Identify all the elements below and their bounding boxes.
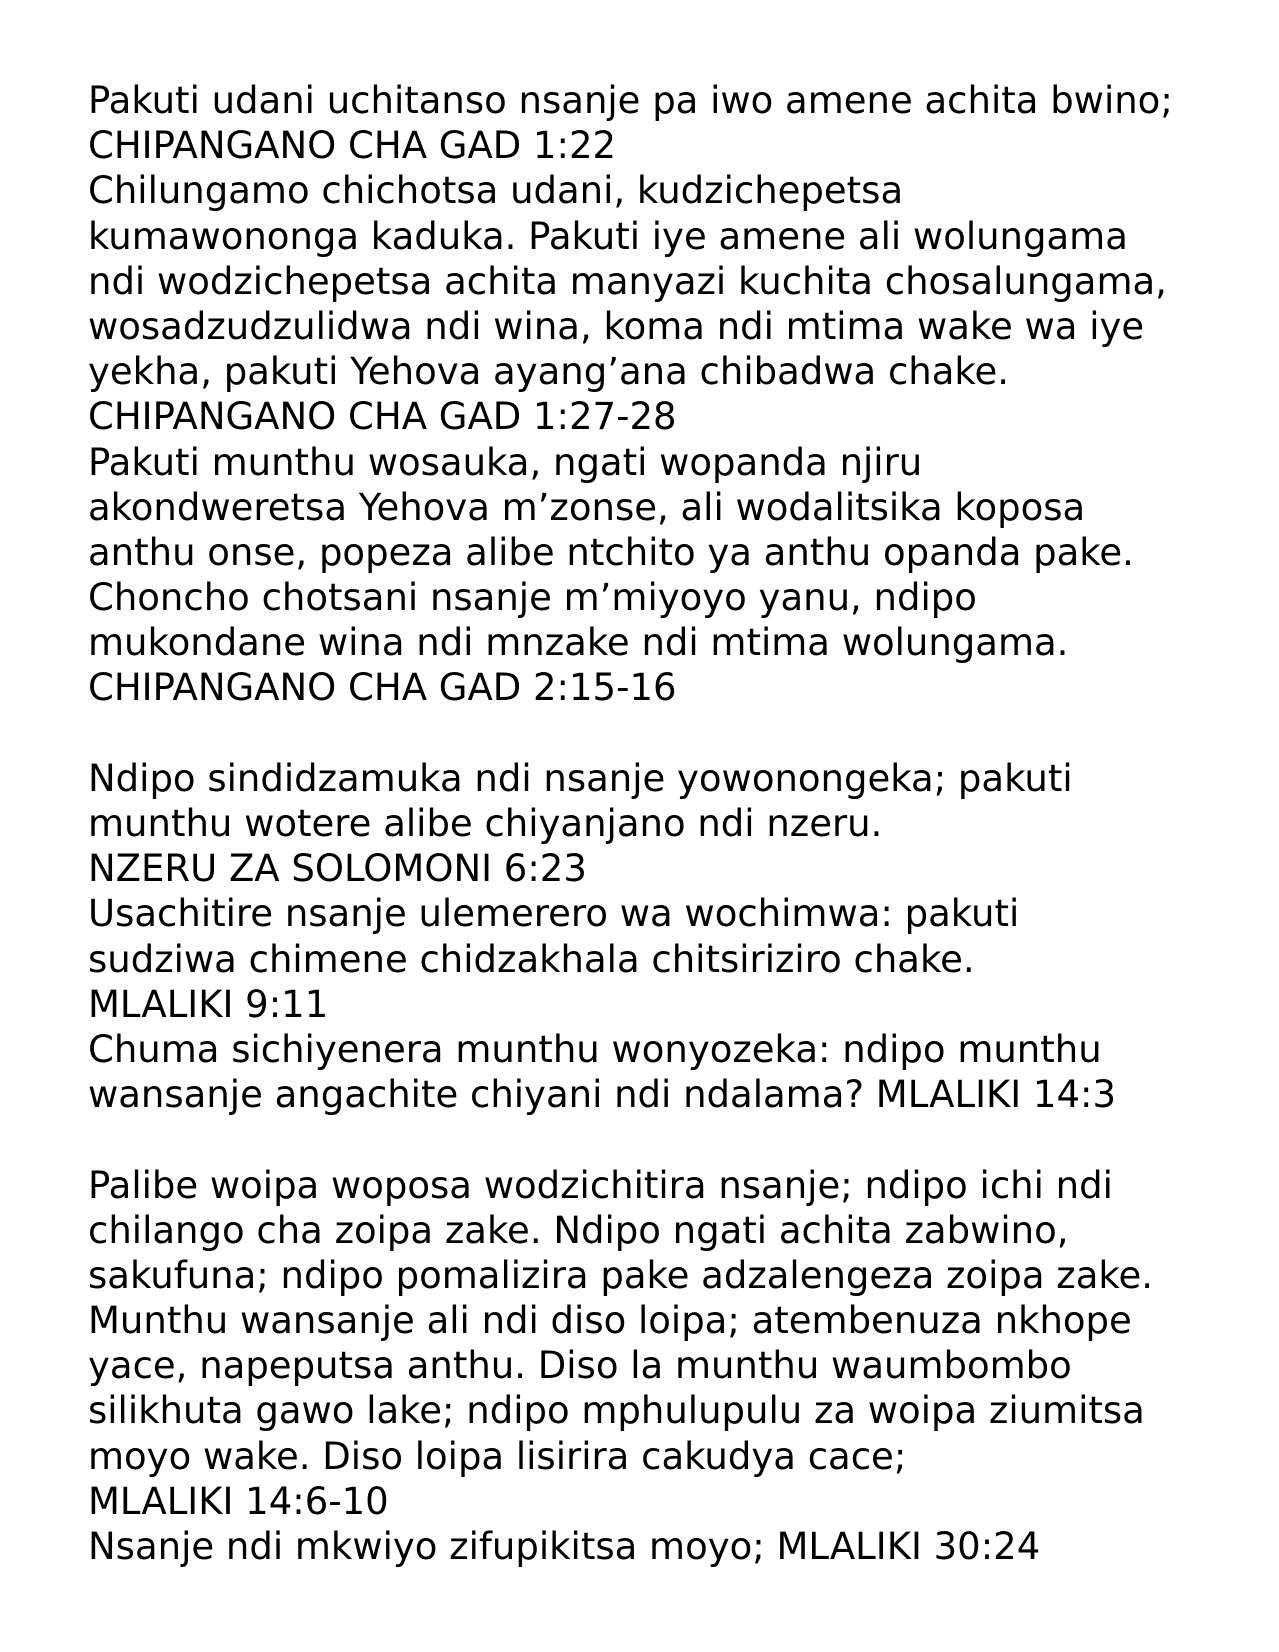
text-line: akondweretsa Yehova m’zonse, ali wodalitsika koposa [88, 485, 1086, 529]
text-line: Chuma sichiyenera munthu wonyozeka: ndipo munthu [88, 1027, 1102, 1071]
text-line: yace, napeputsa anthu. Diso la munthu waumbombo [88, 1344, 1072, 1388]
text-line: Pakuti munthu wosauka, ngati wopanda njiru [88, 440, 923, 484]
text-line: Pakuti udani uchitanso nsanje pa iwo amene achita bwino; [88, 79, 1173, 122]
text-line: chilango cha zoipa zake. Ndipo ngati achita zabwino, [88, 1208, 1069, 1252]
text-line: munthu wotere alibe chiyanjano ndi nzeru. [88, 802, 883, 845]
scripture-reference: CHIPANGANO CHA GAD 2:15-16 [88, 666, 677, 710]
scripture-reference: CHIPANGANO CHA GAD 1:22 [88, 124, 617, 168]
text-line: Nsanje ndi mkwiyo zifupikitsa moyo; MLALIKI 30:24 [88, 1525, 1041, 1568]
text-line: sudziwa chimene chidzakhala chitsiriziro chake. [88, 937, 975, 981]
text-line: sakufuna; ndipo pomalizira pake adzalengeza zoipa zake. [88, 1253, 1153, 1297]
text-line: mukondane wina ndi mnzake ndi mtima wolungama. [88, 621, 1069, 665]
document-page [88, 78, 1268, 1569]
text-line: moyo wake. Diso loipa lisirira cakudya cace; [88, 1434, 907, 1478]
text-line: Munthu wansanje ali ndi diso loipa; atembenuza nkhope [88, 1299, 1132, 1343]
text-line: wosadzudzulidwa ndi wina, koma ndi mtima wake wa iye [88, 304, 1145, 348]
text-line: anthu onse, popeza alibe ntchito ya anthu opanda pake. [88, 530, 1134, 574]
text-line: Ndipo sindidzamuka ndi nsanje yowonongeka; pakuti [88, 756, 1073, 800]
text-line: Chilungamo chichotsa udani, kudzichepetsa [88, 169, 904, 213]
text-line: kumawononga kaduka. Pakuti iye amene ali wolungama [88, 214, 1128, 258]
scripture-reference: NZERU ZA SOLOMONI 6:23 [88, 847, 587, 891]
text-line: ndi wodzichepetsa achita manyazi kuchita chosalungama, [88, 259, 1167, 303]
text-line: wansanje angachite chiyani ndi ndalama? MLALIKI 14:3 [88, 1073, 1117, 1117]
text-line: silikhuta gawo lake; ndipo mphulupulu za woipa ziumitsa [88, 1389, 1145, 1433]
paragraph-spacer [88, 711, 1268, 756]
text-line: Palibe woipa woposa wodzichitira nsanje; ndipo ichi ndi [88, 1163, 1113, 1207]
scripture-reference: MLALIKI 9:11 [88, 982, 329, 1026]
text-line: Usachitire nsanje ulemerero wa wochimwa: pakuti [88, 892, 1020, 936]
text-line: Choncho chotsani nsanje m’miyoyo yanu, ndipo [88, 576, 977, 620]
paragraph-spacer [88, 1117, 1268, 1162]
scripture-reference: MLALIKI 14:6-10 [88, 1479, 389, 1523]
text-line: yekha, pakuti Yehova ayang’ana chibadwa chake. [88, 350, 1010, 394]
scripture-reference: CHIPANGANO CHA GAD 1:27-28 [88, 395, 677, 439]
